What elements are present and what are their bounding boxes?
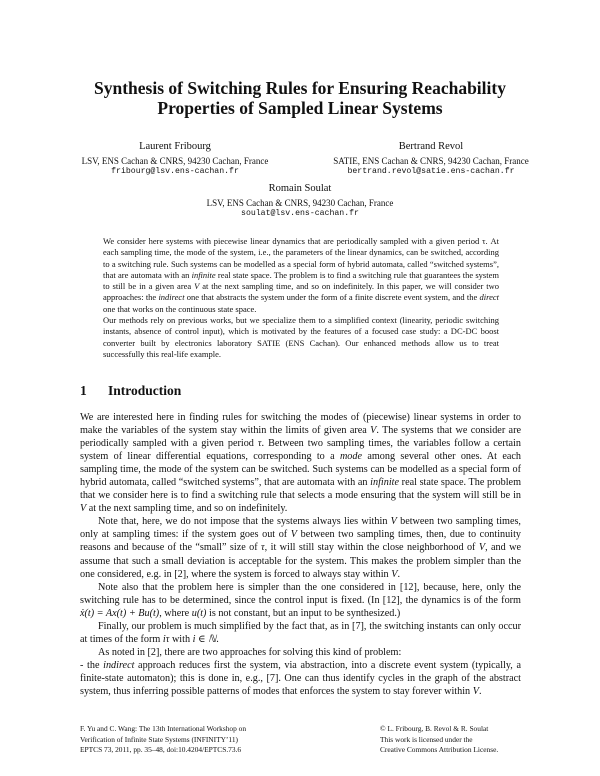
body-paragraph-4: Finally, our problem is much simplified by the fact that, as in [7], the switching instants can only occur at times of the form iτ with i ∈ ℕ. <box>80 620 521 645</box>
footer-left-line-2: Verification of Infinite State Systems (INFINITY’11) <box>80 734 238 744</box>
author-block-soulat <box>180 182 420 219</box>
author-name: Laurent Fribourg <box>139 141 211 152</box>
footer-publication-info <box>80 724 246 756</box>
body-text <box>80 411 521 698</box>
footer-left-line-1: F. Yu and C. Wang: The 13th International Workshop on <box>80 724 247 733</box>
section-title: Introduction <box>108 383 182 398</box>
body-paragraph-2: Note that, here, we do not impose that the systems always lies within V between two sampling times, only at sampling times: if the system goes out of V between two sampling times, then, due to continuity reasons and because of the “small” size of τ, it will still stay within the close neighborhood of V, and we assume that such a small deviation is acceptable for the system. This makes the problem simpler than the one considered, e.g. in [2], where the system is forced to always stay within V. <box>80 516 521 580</box>
footer-right-line-1: © L. Fribourg, B. Revol & R. Soulat <box>380 724 489 733</box>
abstract <box>103 236 499 360</box>
title-line-2: Properties of Sampled Linear Systems <box>157 98 443 118</box>
body-paragraph-1: We are interested here in finding rules for switching the modes of (piecewise) linear systems in order to make the variables of the system stay within the limits of given area V. The systems that we consider are periodically sampled with a given period τ. Between two sampling times, the variables follow a certain system of linear differential equations, corresponding to a mode among several other ones. At each sampling time, the mode of the system can be switched. Such systems can be modelled as a special form of hybrid automata, called “switched systems”, that are automata with an infinite real state space. The problem that we consider here is to find a switching rule that selects a mode ensuring that the system will still be in V at the next sampling time, and so on indefinitely. <box>80 412 521 515</box>
abstract-paragraph-2: Our methods rely on previous works, but we specialize them to a simplified context (linearity, periodic switching instants, absence of control input), which is motivated by the features of a focused case study: a DC-DC boost converter built by electronics laboratory SATIE (ENS Cachan). Our enhanced methods allow us to treat successfully this real-life example. <box>103 315 499 359</box>
title-line-1: Synthesis of Switching Rules for Ensuring Reachability <box>94 78 506 98</box>
author-affiliation: LSV, ENS Cachan & CNRS, 94230 Cachan, France <box>81 156 269 166</box>
author-email[interactable]: bertrand.revol@satie.ens-cachan.fr <box>347 166 515 176</box>
body-paragraph-3: Note also that the problem here is simpler than the one considered in [12], because, here, only the switching rule has to be determined, since the control input is fixed. (In [12], the dynamics is of the form ẋ(t) = Ax(t) + Bu(t), where u(t) is not constant, but an input to be synthesized.) <box>80 581 521 619</box>
section-number: 1 <box>80 383 87 398</box>
body-paragraph-5: As noted in [2], there are two approaches for solving this kind of problem: <box>98 646 402 658</box>
author-block-fribourg <box>55 140 295 177</box>
body-paragraph-6: - the indirect approach reduces first the system, via abstraction, into a discrete event system (typically, a finite-state automaton); this is done in, e.g., [7]. One can thus identify cycles in the graph of the abstract system, thus inferring possible patterns of modes that enforces the system to stay forever within V. <box>80 659 521 697</box>
abstract-paragraph-1: We consider here systems with piecewise linear dynamics that are periodically sampled with a given period τ. At each sampling time, the mode of the system, i.e., the parameters of the linear dynamics, can be switched, according to a switching rule. Such systems can be modelled as a special form of hybrid automata, called “switched systems”, that are automata with an infinite real state space. The problem is to find a switching rule that guarantees the system to still be in a given area V at the next sampling time, and so on indefinitely. In this paper, we will consider two approaches: the indirect one that abstracts the system under the form of a finite discrete event system, and the direct one that works on the continuous state space. <box>103 236 499 314</box>
author-email[interactable]: soulat@lsv.ens-cachan.fr <box>241 208 359 218</box>
author-email[interactable]: fribourg@lsv.ens-cachan.fr <box>111 166 239 176</box>
footer-right-line-3: Creative Commons Attribution License. <box>380 745 499 754</box>
footer-license-info <box>380 724 498 756</box>
author-affiliation: SATIE, ENS Cachan & CNRS, 94230 Cachan, France <box>333 156 529 166</box>
footer-left-line-3: EPTCS 73, 2011, pp. 35–48, doi:10.4204/EPTCS.73.6 <box>80 745 242 754</box>
author-affiliation: LSV, ENS Cachan & CNRS, 94230 Cachan, France <box>206 198 394 208</box>
section-heading-introduction <box>80 383 181 399</box>
author-block-revol <box>300 140 562 177</box>
paper-title <box>60 78 540 118</box>
author-name: Romain Soulat <box>268 183 332 194</box>
author-name: Bertrand Revol <box>398 141 464 152</box>
footer-right-line-2: This work is licensed under the <box>380 734 473 744</box>
